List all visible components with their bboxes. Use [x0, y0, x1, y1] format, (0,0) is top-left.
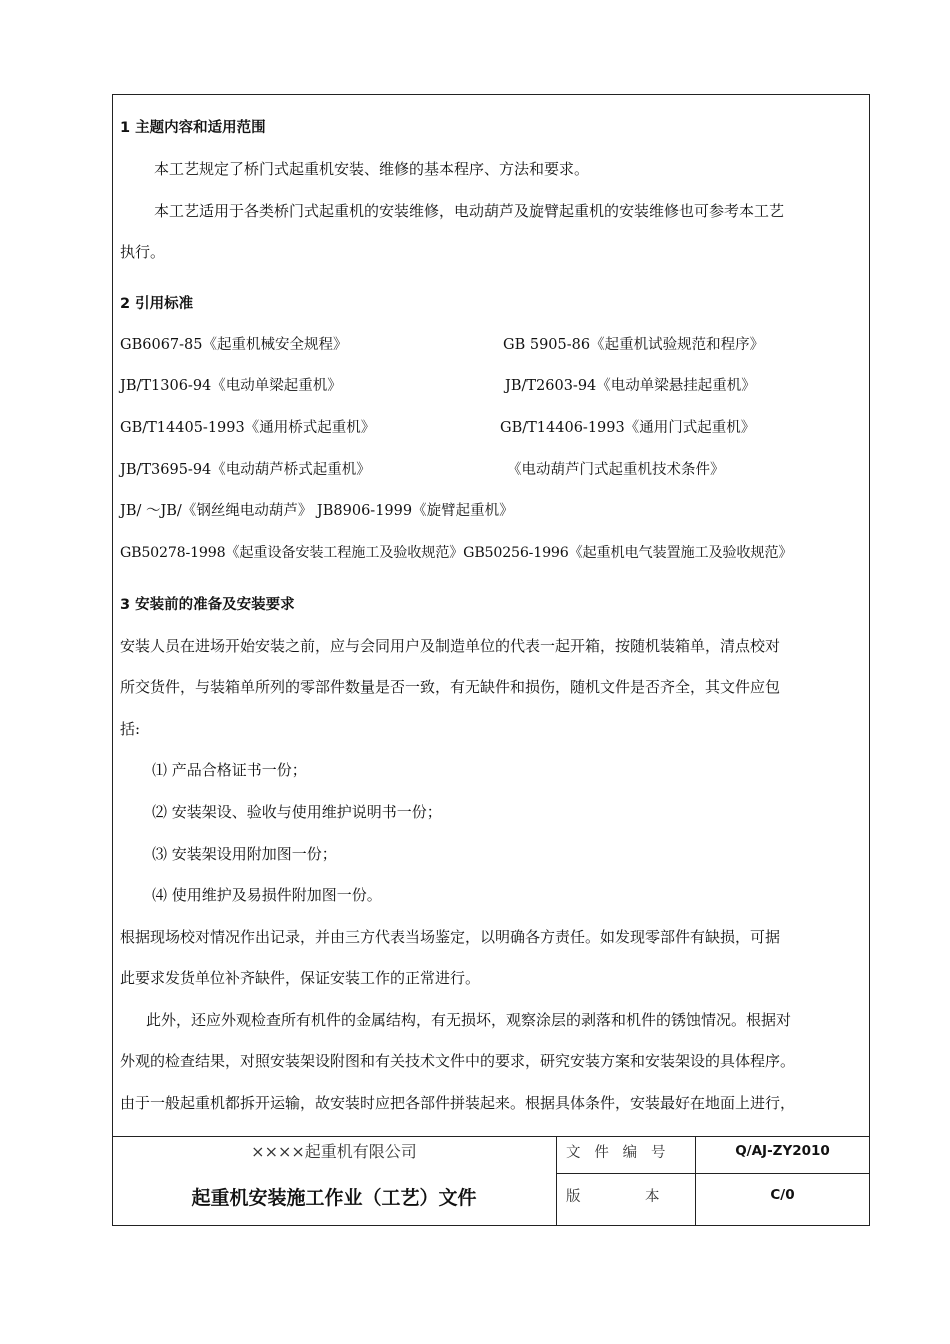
- version-label: 版 本: [566, 1189, 660, 1205]
- list-item: ⑷ 使用维护及易损件附加图一份。: [152, 886, 382, 904]
- section-3-para-1-line-2: 所交货件，与装箱单所列的零部件数量是否一致，有无缺件和损伤，随机文件是否齐全，其文件应包: [120, 678, 781, 696]
- standard-row-5: JB/ ～JB/《钢丝绳电动葫芦》 JB8906-1999《旋臂起重机》: [120, 503, 514, 519]
- divider: [556, 1137, 557, 1226]
- doc-number-value: Q/AJ-ZY2010: [735, 1143, 830, 1159]
- section-1-para-2-line-2: 执行。: [120, 243, 166, 261]
- standard-row-6: GB50278-1998《起重设备安装工程施工及验收规范》GB50256-1996《起重机电气装置施工及验收规范》: [120, 545, 793, 561]
- section-3-para-2-line-2: 此要求发货单位补齐缺件，保证安装工作的正常进行。: [120, 969, 481, 987]
- doc-number-label: 文 件 编 号: [566, 1145, 666, 1161]
- list-item: ⑶ 安装架设用附加图一份；: [152, 845, 337, 863]
- section-1-para-2-line-1: 本工艺适用于各类桥门式起重机的安装维修，电动葫芦及旋臂起重机的安装维修也可参考本工艺: [154, 202, 785, 220]
- standard-right-3: GB/T14406-1993《通用门式起重机》: [500, 420, 756, 436]
- section-3-para-4-line-1: 由于一般起重机都拆开运输，故安装时应把各部件拼装起来。根据具体条件，安装最好在地面上进行，: [120, 1094, 796, 1112]
- version-value: C/0: [770, 1187, 795, 1203]
- standard-right-4: 《电动葫芦门式起重机技术条件》: [507, 462, 725, 478]
- section-3-heading: 3 安装前的准备及安装要求: [120, 597, 295, 613]
- section-2-heading: 2 引用标准: [120, 296, 194, 312]
- standard-right-2: JB/T2603-94《电动单梁悬挂起重机》: [505, 378, 756, 394]
- standard-left-1: GB6067-85《起重机械安全规程》: [120, 337, 348, 353]
- divider: [556, 1173, 870, 1174]
- standard-left-3: GB/T14405-1993《通用桥式起重机》: [120, 420, 376, 436]
- company-name: ××××起重机有限公司: [251, 1142, 417, 1161]
- section-3-para-1-line-1: 安装人员在进场开始安装之前，应与会同用户及制造单位的代表一起开箱，按随机装箱单，清点校对: [120, 637, 781, 655]
- section-3-para-3-line-2: 外观的检查结果，对照安装架设附图和有关技术文件中的要求，研究安装方案和安装架设的具体程序。: [120, 1052, 796, 1070]
- section-1-para-1: 本工艺规定了桥门式起重机安装、维修的基本程序、方法和要求。: [154, 160, 590, 178]
- title-block: [112, 1136, 870, 1226]
- section-1-heading: 1 主题内容和适用范围: [120, 120, 266, 136]
- section-3-para-1-line-3: 括:: [120, 720, 141, 738]
- standard-left-4: JB/T3695-94《电动葫芦桥式起重机》: [120, 462, 371, 478]
- list-item: ⑵ 安装架设、验收与使用维护说明书一份；: [152, 803, 442, 821]
- section-3-para-3-line-1: 此外，还应外观检查所有机件的金属结构，有无损坏，观察涂层的剥落和机件的锈蚀情况。根据对: [146, 1011, 792, 1029]
- list-item: ⑴ 产品合格证书一份；: [152, 761, 307, 779]
- section-3-para-2-line-1: 根据现场校对情况作出记录，并由三方代表当场鉴定，以明确各方责任。如发现零部件有缺损，可据: [120, 928, 781, 946]
- document-title: 起重机安装施工作业（工艺）文件: [191, 1187, 477, 1209]
- standard-left-2: JB/T1306-94《电动单梁起重机》: [120, 378, 342, 394]
- standard-right-1: GB 5905-86《起重机试验规范和程序》: [503, 337, 765, 353]
